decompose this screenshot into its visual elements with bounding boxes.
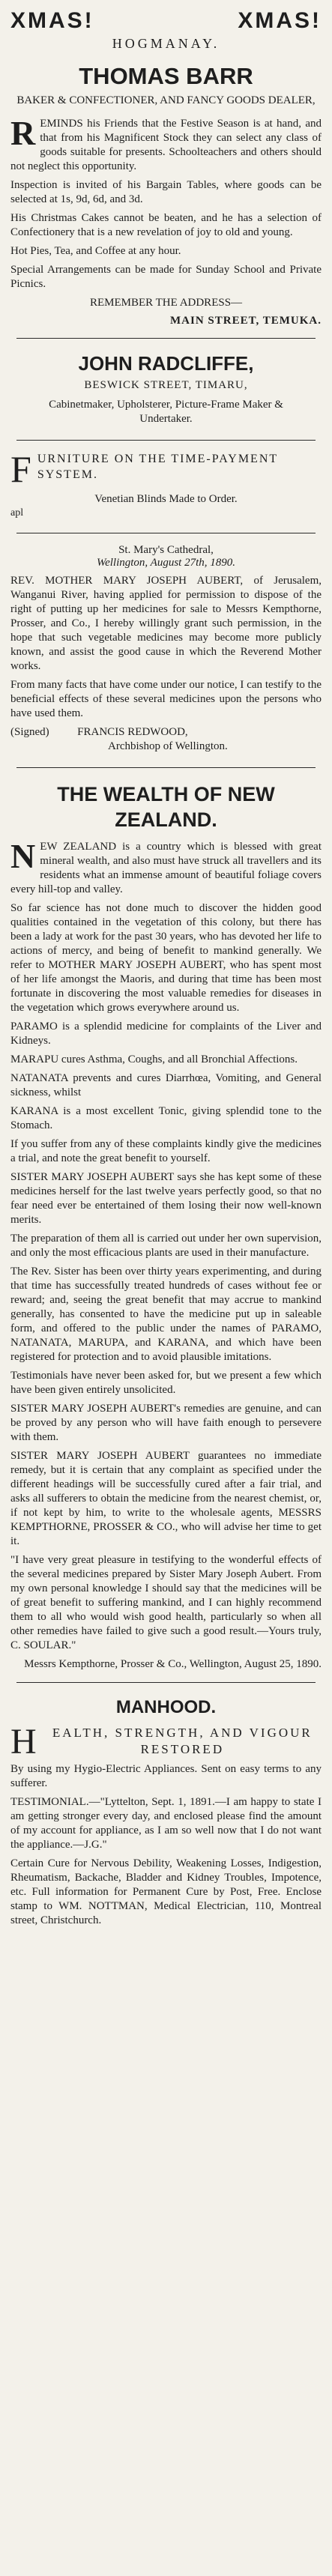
signer-name: FRANCIS REDWOOD, xyxy=(77,726,188,738)
letter-place: St. Mary's Cathedral, xyxy=(118,544,214,556)
wealth-advertisement xyxy=(10,781,322,1672)
furniture-advertisement xyxy=(10,448,322,519)
wealth-p9: The preparation of them all is carried out under her own supervision, and only the most efficacious plants are used in their manufacture. xyxy=(10,1233,322,1259)
barr-trade: BAKER & CONFECTIONER, AND FANCY GOODS DEALER, xyxy=(16,94,316,106)
barr-remember: REMEMBER THE ADDRESS— xyxy=(89,297,243,309)
wealth-p15: Messrs Kempthorne, Prosser & Co., Wellington, August 25, 1890. xyxy=(24,1658,322,1670)
barr-para-1: EMINDS his Friends that the Festive Season is at hand, and that from his Magnificent Stock they can select any class of goods suitable for presents. Schoolteachers and others should not neglect this opportunity. xyxy=(10,118,322,172)
wealth-dropcap: N xyxy=(10,837,36,875)
divider-1 xyxy=(16,338,316,339)
signer-title: Archbishop of Wellington. xyxy=(108,740,228,752)
wealth-headline: THE WEALTH OF NEW ZEALAND. xyxy=(57,783,275,831)
furniture-headline-text: URNITURE ON THE TIME-PAYMENT SYSTEM. xyxy=(37,453,278,481)
wealth-p10: The Rev. Sister has been over thirty years experimenting, and during that time has successfully treated hundreds of cases without fee or reward; and, seeing the great benefit that may accrue to mankind generally, has consented to have the medicine put up in saleable form, and offered to the public under the names of PARAMO, NATANATA, MARUPA, and KARANA, and which have been registered for protection and to avoid plausible imitations. xyxy=(10,1266,322,1363)
barr-dropcap: R xyxy=(10,114,36,152)
wealth-p14: "I have very great pleasure in testifying to the wonderful effects of the several medicines prepared by Sister Mary Joseph Aubert. From my own personal knowledge I should say that the medicines will be of great benefit to suffering mankind, and I can highly recommend them to all who would wish good health, particularly so when all other remedies have failed to give such a good result.—Yours truly, C. SOULAR." xyxy=(10,1554,322,1651)
manhood-p1: By using my Hygio-Electric Appliances. Sent on easy terms to any sufferer. xyxy=(10,1763,322,1789)
furniture-code: apl xyxy=(10,507,24,518)
health-headline xyxy=(10,1722,322,1762)
barr-para-2: Inspection is invited of his Bargain Tables, where goods can be selected at 1s, 9d, 6d, and 3d. xyxy=(10,179,322,205)
radcliffe-advertisement xyxy=(10,351,322,426)
barr-advertisement xyxy=(10,7,322,327)
wealth-p6: KARANA is a most excellent Tonic, giving splendid tone to the Stomach. xyxy=(10,1105,322,1131)
health-headline-text: EALTH, STRENGTH, AND VIGOUR RESTORED xyxy=(52,1726,313,1756)
wealth-p5: NATANATA prevents and cures Diarrhœa, Vomiting, and General sickness, whilst xyxy=(10,1072,322,1098)
signed-label: (Signed) xyxy=(10,726,49,738)
divider-5 xyxy=(16,1682,316,1683)
wealth-p7: If you suffer from any of these complaints kindly give the medicines a trial, and note the great benefit to yourself. xyxy=(10,1138,322,1164)
barr-address: MAIN STREET, TEMUKA. xyxy=(170,315,322,327)
wealth-p8: SISTER MARY JOSEPH AUBERT says she has kept some of these medicines herself for the last twelve years perfectly good, so that no fear need ever be entertained of them losing their now well-known merits. xyxy=(10,1171,322,1226)
wealth-p13: SISTER MARY JOSEPH AUBERT guarantees no immediate remedy, but it is certain that any complaint as specified under the different headings will be successfully cured after a fair trial, and asks all sufferers to obtain the medicine from the nearest chemist, or, if not kept by him, to write to the wholesale agents, MESSRS KEMPTHORNE, PROSSER & CO., who will advise her time to get it. xyxy=(10,1450,322,1547)
barr-name: THOMAS BARR xyxy=(79,63,253,89)
barr-intro xyxy=(10,114,322,174)
furniture-headline xyxy=(10,448,322,490)
radcliffe-trades: Cabinetmaker, Upholsterer, Picture-Frame Maker & Undertaker. xyxy=(49,399,283,425)
furniture-dropcap: F xyxy=(10,448,33,490)
manhood-p2: TESTIMONIAL.—"Lyttelton, Sept. 1, 1891.—I am happy to state I am getting stronger every day, and enclosed please find the amount of my account for appliance, as I am so well now that I do not want the appliance.—J.G." xyxy=(10,1796,322,1851)
manhood-p3: Certain Cure for Nervous Debility, Weakening Losses, Indigestion, Rheumatism, Backache, Bladder and Kidney Troubles, Impotence, etc. Full information for Permanent Cure by Post, Free. Enclose stamp to WM. NOTTMAN, Medical Electrician, 110, Montreal street, Christchurch. xyxy=(10,1857,322,1926)
xmas-right: XMAS! xyxy=(238,8,322,33)
wealth-p2: So far science has not done much to discover the hidden good qualities contained in the vegetation of this colony, but there has been a lady at work for the past 30 years, who has devoted her life to actions of mercy, and being of benefit to mankind generally. We refer to MOTHER MARY JOSEPH AUBERT, who has spent most of her life amongst the Maoris, and during that time has been most fortunate in discovering the most valuable remedies for diseases in the vegetation which grows everywhere around us. xyxy=(10,902,322,1014)
wealth-p12: SISTER MARY JOSEPH AUBERT's remedies are genuine, and can be proved by any person who will have faith enough to persevere with them. xyxy=(10,1403,322,1443)
archbishop-letter xyxy=(10,544,322,754)
barr-para-5: Special Arrangements can be made for Sunday School and Private Picnics. xyxy=(10,264,322,290)
letter-para-1: REV. MOTHER MARY JOSEPH AUBERT, of Jerusalem, Wanganui River, having applied for permission to dispose of the right of putting up her medicines for sale to Messrs Kempthorne, Prosser, and Co., I hereby willingly grant such permission, in the hope that such vegetable medicines may become more publicly known, and assist the good cause in which the Reverend Mother works. xyxy=(10,575,322,672)
radcliffe-name: JOHN RADCLIFFE, xyxy=(78,352,254,375)
divider-2 xyxy=(16,440,316,441)
wealth-intro xyxy=(10,837,322,897)
barr-para-3: His Christmas Cakes cannot be beaten, and he has a selection of Confectionery that is a new revelation of joy to old and young. xyxy=(10,212,322,238)
hogmanay-heading: HOGMANAY. xyxy=(112,36,220,51)
wealth-p1: EW ZEALAND is a country which is blessed with great mineral wealth, and also must have struck all travellers and its residents what an immense amount of beautiful foliage covers every hill-top and valley. xyxy=(10,841,322,895)
xmas-banner xyxy=(10,7,322,34)
manhood-headline: MANHOOD. xyxy=(115,1697,217,1717)
furniture-sub: Venetian Blinds Made to Order. xyxy=(94,493,238,505)
wealth-p4: MARAPU cures Asthma, Coughs, and all Bronchial Affections. xyxy=(10,1053,298,1065)
letter-signature xyxy=(10,725,322,754)
wealth-p3: PARAMO is a splendid medicine for complaints of the Liver and Kidneys. xyxy=(10,1021,322,1047)
divider-4 xyxy=(16,767,316,768)
health-dropcap: H xyxy=(10,1722,39,1762)
barr-para-4: Hot Pies, Tea, and Coffee at any hour. xyxy=(10,245,181,257)
letter-para-2: From many facts that have come under our notice, I can testify to the beneficial effects of these several medicines upon the persons who have used them. xyxy=(10,679,322,719)
manhood-advertisement xyxy=(10,1696,322,1928)
radcliffe-address: BESWICK STREET, TIMARU, xyxy=(84,379,248,391)
wealth-p11: Testimonials have never been asked for, but we present a few which have been given entirely unsolicited. xyxy=(10,1370,322,1396)
xmas-left: XMAS! xyxy=(10,8,94,33)
letter-date: Wellington, August 27th, 1890. xyxy=(96,557,235,569)
